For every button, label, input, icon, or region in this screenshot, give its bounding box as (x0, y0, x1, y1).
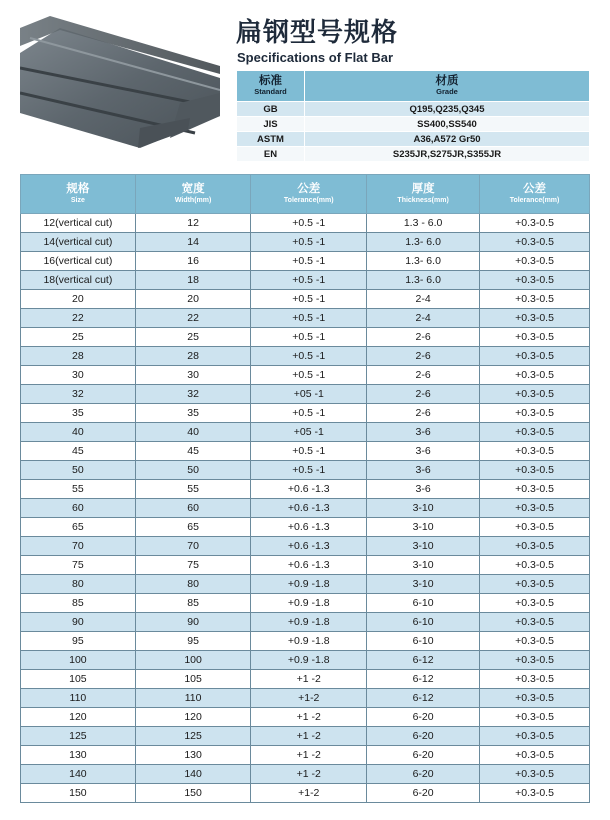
thickness-tolerance-cell: +0.3-0.5 (480, 328, 590, 347)
width-tolerance-cell: +0.5 -1 (251, 404, 367, 423)
table-row (21, 366, 590, 385)
standards-row (237, 117, 590, 132)
size-cell: 45 (21, 442, 136, 461)
table-row (21, 480, 590, 499)
width-cell: 130 (135, 746, 251, 765)
size-cell: 32 (21, 385, 136, 404)
table-row (21, 575, 590, 594)
thickness-cell: 2-6 (367, 328, 480, 347)
width-cell: 12 (135, 214, 251, 233)
table-row (21, 442, 590, 461)
width-cell: 28 (135, 347, 251, 366)
table-row (21, 613, 590, 632)
table-row (21, 214, 590, 233)
table-row (21, 347, 590, 366)
size-cell: 105 (21, 670, 136, 689)
thickness-cell: 2-6 (367, 385, 480, 404)
width-cell: 35 (135, 404, 251, 423)
table-row (21, 746, 590, 765)
thickness-tolerance-cell: +0.3-0.5 (480, 537, 590, 556)
width-tolerance-cell: +1 -2 (251, 746, 367, 765)
size-cell: 150 (21, 784, 136, 803)
standard-cell: ASTM (237, 132, 305, 147)
thickness-tolerance-cell: +0.3-0.5 (480, 271, 590, 290)
thickness-tolerance-cell: +0.3-0.5 (480, 404, 590, 423)
thickness-tolerance-cell: +0.3-0.5 (480, 689, 590, 708)
width-tolerance-cell: +0.5 -1 (251, 366, 367, 385)
flat-bar-spec-table (20, 174, 590, 803)
thickness-cell: 3-10 (367, 518, 480, 537)
thickness-cell: 6-10 (367, 594, 480, 613)
width-tolerance-cell: +05 -1 (251, 385, 367, 404)
size-cell: 60 (21, 499, 136, 518)
thickness-tolerance-cell: +0.3-0.5 (480, 290, 590, 309)
thickness-cell: 6-10 (367, 632, 480, 651)
thickness-cell: 3-10 (367, 575, 480, 594)
standard-header: 标准 Standard (237, 71, 305, 102)
width-tolerance-cell: +0.6 -1.3 (251, 499, 367, 518)
width-cell: 95 (135, 632, 251, 651)
spec-table-body (21, 214, 590, 803)
table-row (21, 271, 590, 290)
thickness-tolerance-cell: +0.3-0.5 (480, 632, 590, 651)
width-tolerance-cell: +1 -2 (251, 765, 367, 784)
thickness-cell: 1.3 - 6.0 (367, 214, 480, 233)
size-cell: 40 (21, 423, 136, 442)
thickness-cell: 6-20 (367, 727, 480, 746)
width-cell: 70 (135, 537, 251, 556)
size-cell: 100 (21, 651, 136, 670)
thickness-cell: 3-6 (367, 442, 480, 461)
table-row (21, 404, 590, 423)
width-cell: 120 (135, 708, 251, 727)
thickness-cell: 6-20 (367, 746, 480, 765)
size-cell: 25 (21, 328, 136, 347)
width-tolerance-cell: +1 -2 (251, 708, 367, 727)
size-cell: 120 (21, 708, 136, 727)
thickness-cell: 2-6 (367, 404, 480, 423)
width-tolerance-cell: +0.9 -1.8 (251, 613, 367, 632)
thickness-tolerance-cell: +0.3-0.5 (480, 556, 590, 575)
grade-cell: Q195,Q235,Q345 (305, 102, 590, 117)
standards-header-row (237, 71, 590, 102)
thickness-cell: 3-10 (367, 537, 480, 556)
table-row (21, 461, 590, 480)
width-tolerance-cell: +0.6 -1.3 (251, 537, 367, 556)
width-tolerance-cell: +0.5 -1 (251, 214, 367, 233)
table-row (21, 651, 590, 670)
thickness-cell: 3-6 (367, 423, 480, 442)
table-row (21, 784, 590, 803)
thickness-tolerance-cell: +0.3-0.5 (480, 480, 590, 499)
width-cell: 16 (135, 252, 251, 271)
page-title-cn: 扁钢型号规格 (236, 18, 399, 48)
width-tolerance-cell: +0.5 -1 (251, 442, 367, 461)
table-row (21, 556, 590, 575)
width-cell: 100 (135, 651, 251, 670)
width-tolerance-cell: +0.5 -1 (251, 328, 367, 347)
table-row (21, 385, 590, 404)
size-cell: 130 (21, 746, 136, 765)
size-cell: 55 (21, 480, 136, 499)
thickness-cell: 3-10 (367, 499, 480, 518)
thickness-tolerance-cell: +0.3-0.5 (480, 442, 590, 461)
size-cell: 140 (21, 765, 136, 784)
size-cell: 50 (21, 461, 136, 480)
width-header: 宽度 Width(mm) (135, 175, 251, 214)
standards-row (237, 132, 590, 147)
thickness-cell: 6-12 (367, 689, 480, 708)
table-row (21, 594, 590, 613)
thickness-tolerance-cell: +0.3-0.5 (480, 214, 590, 233)
grade-cell: SS400,SS540 (305, 117, 590, 132)
size-cell: 22 (21, 309, 136, 328)
thickness-tolerance-cell: +0.3-0.5 (480, 613, 590, 632)
thickness-cell: 2-6 (367, 366, 480, 385)
standard-cell: GB (237, 102, 305, 117)
size-cell: 30 (21, 366, 136, 385)
table-row (21, 537, 590, 556)
page-title-en: Specifications of Flat Bar (237, 50, 394, 65)
thickness-cell: 3-6 (367, 480, 480, 499)
width-cell: 140 (135, 765, 251, 784)
table-row (21, 423, 590, 442)
size-cell: 90 (21, 613, 136, 632)
width-tolerance-cell: +1-2 (251, 784, 367, 803)
width-cell: 45 (135, 442, 251, 461)
size-header: 规格 Size (21, 175, 136, 214)
thickness-cell: 3-6 (367, 461, 480, 480)
thickness-tolerance-cell: +0.3-0.5 (480, 651, 590, 670)
size-cell: 85 (21, 594, 136, 613)
width-tolerance-cell: +0.9 -1.8 (251, 651, 367, 670)
width-cell: 20 (135, 290, 251, 309)
size-cell: 65 (21, 518, 136, 537)
thickness-tolerance-cell: +0.3-0.5 (480, 784, 590, 803)
width-tolerance-cell: +1 -2 (251, 670, 367, 689)
size-cell: 14(vertical cut) (21, 233, 136, 252)
table-row (21, 765, 590, 784)
thickness-tolerance-cell: +0.3-0.5 (480, 765, 590, 784)
width-tolerance-cell: +1-2 (251, 689, 367, 708)
width-cell: 90 (135, 613, 251, 632)
thickness-cell: 1.3- 6.0 (367, 271, 480, 290)
width-tolerance-cell: +0.6 -1.3 (251, 556, 367, 575)
thickness-tolerance-cell: +0.3-0.5 (480, 423, 590, 442)
thickness-cell: 2-6 (367, 347, 480, 366)
thickness-cell: 2-4 (367, 309, 480, 328)
standard-cell: JIS (237, 117, 305, 132)
spec-header-row (21, 175, 590, 214)
size-cell: 16(vertical cut) (21, 252, 136, 271)
thickness-cell: 6-12 (367, 670, 480, 689)
table-row (21, 309, 590, 328)
width-cell: 32 (135, 385, 251, 404)
grade-cell: A36,A572 Gr50 (305, 132, 590, 147)
width-cell: 105 (135, 670, 251, 689)
table-row (21, 670, 590, 689)
thickness-cell: 6-10 (367, 613, 480, 632)
table-row (21, 499, 590, 518)
thickness-cell: 1.3- 6.0 (367, 233, 480, 252)
size-cell: 110 (21, 689, 136, 708)
size-cell: 70 (21, 537, 136, 556)
thickness-tolerance-cell: +0.3-0.5 (480, 252, 590, 271)
table-row (21, 689, 590, 708)
thickness-cell: 6-20 (367, 708, 480, 727)
thickness-tolerance-cell: +0.3-0.5 (480, 594, 590, 613)
width-cell: 125 (135, 727, 251, 746)
width-tolerance-cell: +0.5 -1 (251, 309, 367, 328)
thickness-tolerance-cell: +0.3-0.5 (480, 499, 590, 518)
thickness-tolerance-cell: +0.3-0.5 (480, 385, 590, 404)
thickness-tolerance-cell: +0.3-0.5 (480, 746, 590, 765)
standards-row (237, 102, 590, 117)
standards-row (237, 147, 590, 162)
width-tolerance-cell: +0.5 -1 (251, 252, 367, 271)
grade-header: 材质 Grade (305, 71, 590, 102)
width-cell: 25 (135, 328, 251, 347)
width-cell: 65 (135, 518, 251, 537)
thickness-cell: 1.3- 6.0 (367, 252, 480, 271)
width-cell: 18 (135, 271, 251, 290)
thickness-tolerance-cell: +0.3-0.5 (480, 575, 590, 594)
standard-cell: EN (237, 147, 305, 162)
table-row (21, 328, 590, 347)
thickness-tolerance-cell: +0.3-0.5 (480, 518, 590, 537)
thickness-tolerance-cell: +0.3-0.5 (480, 309, 590, 328)
thickness-header: 厚度 Thickness(mm) (367, 175, 480, 214)
width-tolerance-cell: +0.6 -1.3 (251, 518, 367, 537)
width-cell: 85 (135, 594, 251, 613)
width-cell: 75 (135, 556, 251, 575)
width-cell: 30 (135, 366, 251, 385)
width-tolerance-cell: +0.6 -1.3 (251, 480, 367, 499)
width-tolerance-cell: +0.5 -1 (251, 290, 367, 309)
size-cell: 80 (21, 575, 136, 594)
flat-bar-photo (20, 8, 220, 158)
width-cell: 40 (135, 423, 251, 442)
size-cell: 18(vertical cut) (21, 271, 136, 290)
width-cell: 110 (135, 689, 251, 708)
width-tolerance-cell: +0.5 -1 (251, 271, 367, 290)
thickness-tolerance-cell: +0.3-0.5 (480, 708, 590, 727)
thickness-tolerance-cell: +0.3-0.5 (480, 233, 590, 252)
size-cell: 12(vertical cut) (21, 214, 136, 233)
size-cell: 75 (21, 556, 136, 575)
thickness-cell: 3-10 (367, 556, 480, 575)
size-cell: 95 (21, 632, 136, 651)
width-cell: 55 (135, 480, 251, 499)
width-tolerance-cell: +0.5 -1 (251, 233, 367, 252)
width-cell: 60 (135, 499, 251, 518)
width-tolerance-cell: +0.9 -1.8 (251, 575, 367, 594)
thickness-cell: 6-20 (367, 765, 480, 784)
table-row (21, 233, 590, 252)
size-cell: 28 (21, 347, 136, 366)
width-cell: 150 (135, 784, 251, 803)
thickness-cell: 6-12 (367, 651, 480, 670)
table-row (21, 632, 590, 651)
width-tolerance-cell: +1 -2 (251, 727, 367, 746)
size-cell: 20 (21, 290, 136, 309)
size-cell: 35 (21, 404, 136, 423)
thickness-tolerance-header: 公差 Tolerance(mm) (480, 175, 590, 214)
width-tolerance-header: 公差 Tolerance(mm) (251, 175, 367, 214)
width-cell: 14 (135, 233, 251, 252)
width-tolerance-cell: +0.9 -1.8 (251, 594, 367, 613)
table-row (21, 708, 590, 727)
thickness-tolerance-cell: +0.3-0.5 (480, 670, 590, 689)
size-cell: 125 (21, 727, 136, 746)
width-tolerance-cell: +0.5 -1 (251, 461, 367, 480)
table-row (21, 290, 590, 309)
width-tolerance-cell: +05 -1 (251, 423, 367, 442)
thickness-tolerance-cell: +0.3-0.5 (480, 347, 590, 366)
table-row (21, 727, 590, 746)
thickness-tolerance-cell: +0.3-0.5 (480, 366, 590, 385)
width-cell: 80 (135, 575, 251, 594)
table-row (21, 518, 590, 537)
grade-cell: S235JR,S275JR,S355JR (305, 147, 590, 162)
width-cell: 22 (135, 309, 251, 328)
thickness-tolerance-cell: +0.3-0.5 (480, 461, 590, 480)
width-tolerance-cell: +0.5 -1 (251, 347, 367, 366)
width-tolerance-cell: +0.9 -1.8 (251, 632, 367, 651)
table-row (21, 252, 590, 271)
thickness-cell: 6-20 (367, 784, 480, 803)
standards-table (236, 70, 590, 162)
thickness-cell: 2-4 (367, 290, 480, 309)
thickness-tolerance-cell: +0.3-0.5 (480, 727, 590, 746)
width-cell: 50 (135, 461, 251, 480)
